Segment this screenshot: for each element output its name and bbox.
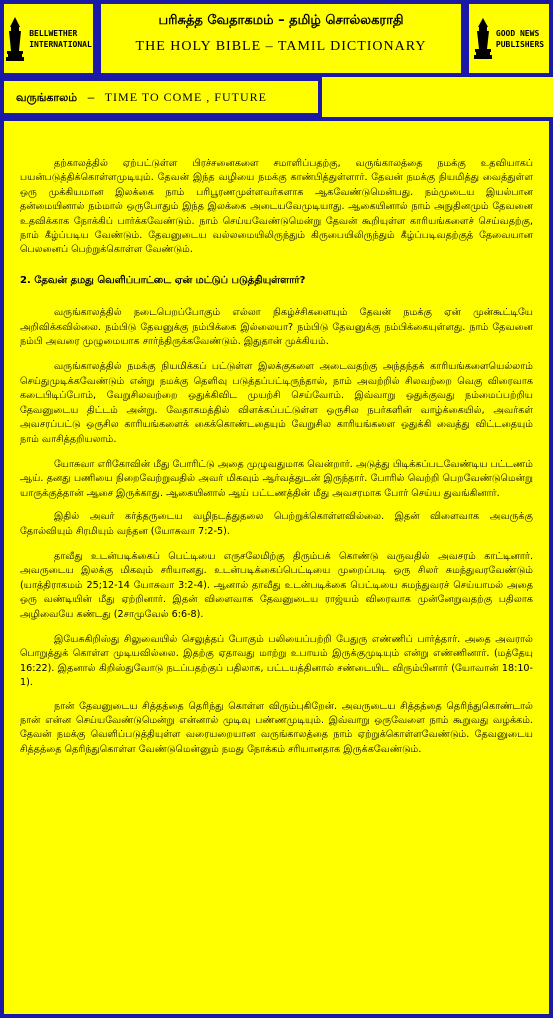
- bell-tower-icon: [474, 17, 492, 61]
- paragraph: நான் தேவனுடைய சித்தத்தை தெரிந்து கொள்ள விரும்புகிறேன். அவருடைய சித்தத்தை தெரிந்துகொண்டால் நான் என்ன செய்யவேண்டுமென்று என்னால் முடிவு பண்ணமுடியும். இவ்வாறு ஒருவேளை நாம் கூறுவது வழக்கம். தேவன் நமக்கு வெளிப்படுத்தியுள்ள வரையறையான வருங்காலத்தை நாம் ஏற்றுக்கொள்ளவேண்டும். தேவனுடைய சித்தத்தை தெரிந்துகொள்ள வேண்டுமென்னும் நமது நோக்கம் சரியானதாக இருக்கவேண்டும்.: [20, 700, 533, 755]
- paragraph: இயேசுகிறிஸ்து சிலுவையில் செலுத்தப் போகும் பலியைப்பற்றி பேதுரு எண்ணிப் பார்த்தார். அதை அவரால் பொறுத்துக் கொள்ள முடியவில்லை. இதற்கு ஏதாவது மாற்று உபாயம் இருக்குமுடியும் என்று எண்ணினார். (மத்தேயு 16:22). இதனால் கிறிஸ்துவோடு நடப்பதற்குப் பதிலாக, பட்டயத்தினால் சண்டையிட விரும்பினார் (யோவான் 18:10-1).: [20, 633, 533, 689]
- good-news-logo-text: GOOD NEWS PUBLISHERS: [495, 28, 545, 49]
- paragraph: தற்காலத்தில் ஏற்பட்டுள்ள பிரச்சனைகளை சமாளிப்பதற்கு, வருங்காலத்தை நமக்கு உதவியாகப் பயன்படுத்திக்கொள்ளமுடியும். தேவன் இந்த வழியை நமக்கு காண்பித்துள்ளார். தேவன் நமக்கு நியமித்து வைத்துள்ள ஒரு முக்கியமான இலக்கை நாம் பரிபூரணமுள்ளவர்களாக ஆகவேண்டுமென்பது. நம்முடைய இயல்பான தன்மையினால் நம்மால் ஒருபோதும் இந்த இலக்கை அடையவேமுடியாது. ஆகையினால் நாம் அநுதினமும் தேவனை உதவிக்காக நோக்கிப் பார்க்கவேண்டும். நாம் செய்யவேண்டுமென்று தேவன் கூறியுள்ள காரியங்களைச் செய்வதற்கு, நாம் கீழ்ப்படிய வேண்டும். தேவனுடைய வல்லமையிலிருந்தும் கிருபையிலிருந்தும் கீழ்ப்படிவதற்குத் தேவையான பெலனைப் பெற்றுக்கொள்ள வேண்டும்.: [20, 158, 533, 256]
- bellwether-logo-text: BELLWETHER INTERNATIONAL: [29, 28, 92, 49]
- title-english: THE HOLY BIBLE – TAMIL DICTIONARY: [135, 39, 427, 54]
- bellwether-logo: [0, 0, 97, 77]
- paragraph: தாவீது உடன்படிக்கைப் பெட்டியை எருசலேமிற்கு திரும்பக் கொண்டு வருவதில் அவசரம் காட்டினார். அவருடைய இலக்கு மிகவும் சரியானது. உடன்படிக்கைப்பெட்டியை முறைப்படி ஒரு சிலர் சுமந்துவரவேண்டும் (யாத்திராகமம் 25;12-14 யோசுவா 3:2-4). ஆனால் தாவீது உடன்படிக்கை பெட்டியை சுமந்துவரச் செய்யாமல் அதை ஒரு வண்டியின் மீது ஏற்றினார். இதன் விளைவாக தேவனுடைய ராஜ்யம் விரைவாக முன்னேறுவதற்கு பதிலாக அழிவையே கண்டது (2சாமுவேல் 6:6-8).: [20, 550, 533, 620]
- bell-tower-icon: [5, 15, 25, 63]
- article-body: [0, 117, 553, 1018]
- paragraph: வருங்காலத்தில் நமக்கு நியமிக்கப் பட்டுள்ள இலக்குகளை அடைவதற்கு அந்தந்தக் காரியங்களையெல்லாம் செய்துமுடிக்கவேண்டும் என்று நமக்கு தெளிவு படுத்தப்பட்டிருந்தால், நாம் அவற்றில் சிலவற்றை வெகு விரைவாக கடைபிடிப்போம், வேறுசிலவற்றை ஒதுக்கிவிட முயற்சி செய்வோம். இவ்வாறு ஒதுக்குவது நம்மைப்பற்றிய தேவனுடைய திட்டம் அன்று. வேதாகமத்தில் விளக்கப்பட்டுள்ள ஒருசில நபர்களின் வாழ்க்கையில், அவர்கள் அவசரப்பட்டு ஒருசில காரியங்களைக் கைக்கொண்டதையும் வேறுசில காரியங்களை ஒதுக்கி வைத்து விட்டதையும் நாம் வாசித்தறியலாம்.: [20, 361, 533, 445]
- title-tamil: பரிசுத்த வேதாகமம் – தமிழ் சொல்லகராதி: [158, 13, 404, 28]
- topic-header: [0, 77, 322, 117]
- paragraph: யோசுவா எரிகோவின் மீது போரிட்டு அதை முழுவதுமாக வென்றார். அடுத்து பிடிக்கப்படவேண்டிய பட்டணம் ஆய். தனது பணியை நிறைவேற்றுவதில் அவர் மிகவும் ஆர்வத்துடன் இருந்தார். போரில் வெற்றி பெறவேண்டுமென்று யாருக்குத்தான் ஆசை இருக்காது. ஆகையினால் ஆய் பட்டணத்தின் மீது அவசரமாக போர் செய்ய துவங்கினார்.: [20, 458, 533, 499]
- paragraph: வருங்காலத்தில் நடைபெறப்போகும் எல்லா நிகழ்ச்சிகளையும் தேவன் நமக்கு ஏன் முன்கூட்டியே அறிவிக்கவில்லை. நம்பிடு தேவனுக்கு நம்பிக்கை இல்லையா? நம்பிடு தேவனுக்கு நம்பிக்கையுள்ளது. நாம் தேவனை நம்பி அவரை முழுமையாக சார்ந்திருக்கவேண்டும். இதுதான் முக்கியம்.: [20, 307, 534, 348]
- topic-english: TIME TO COME , FUTURE: [104, 90, 267, 104]
- paragraph: இதில் அவர் கர்த்தருடைய வழிநடத்துதலை பெற்றுக்கொள்ளவில்லை. இதன் விளைவாக அவருக்கு தோல்வியும் சிரமியும் வந்தன (யோசுவா 7:2-5).: [20, 511, 533, 537]
- topic-separator: –: [87, 90, 95, 104]
- section-heading: 2. தேவன் தமது வெளிப்பாட்டை ஏன் மட்டுப் படுத்தியுள்ளார்?: [20, 274, 306, 286]
- title-banner: [97, 0, 465, 77]
- topic-tamil: வருங்காலம்: [16, 91, 78, 104]
- good-news-logo: [465, 0, 553, 77]
